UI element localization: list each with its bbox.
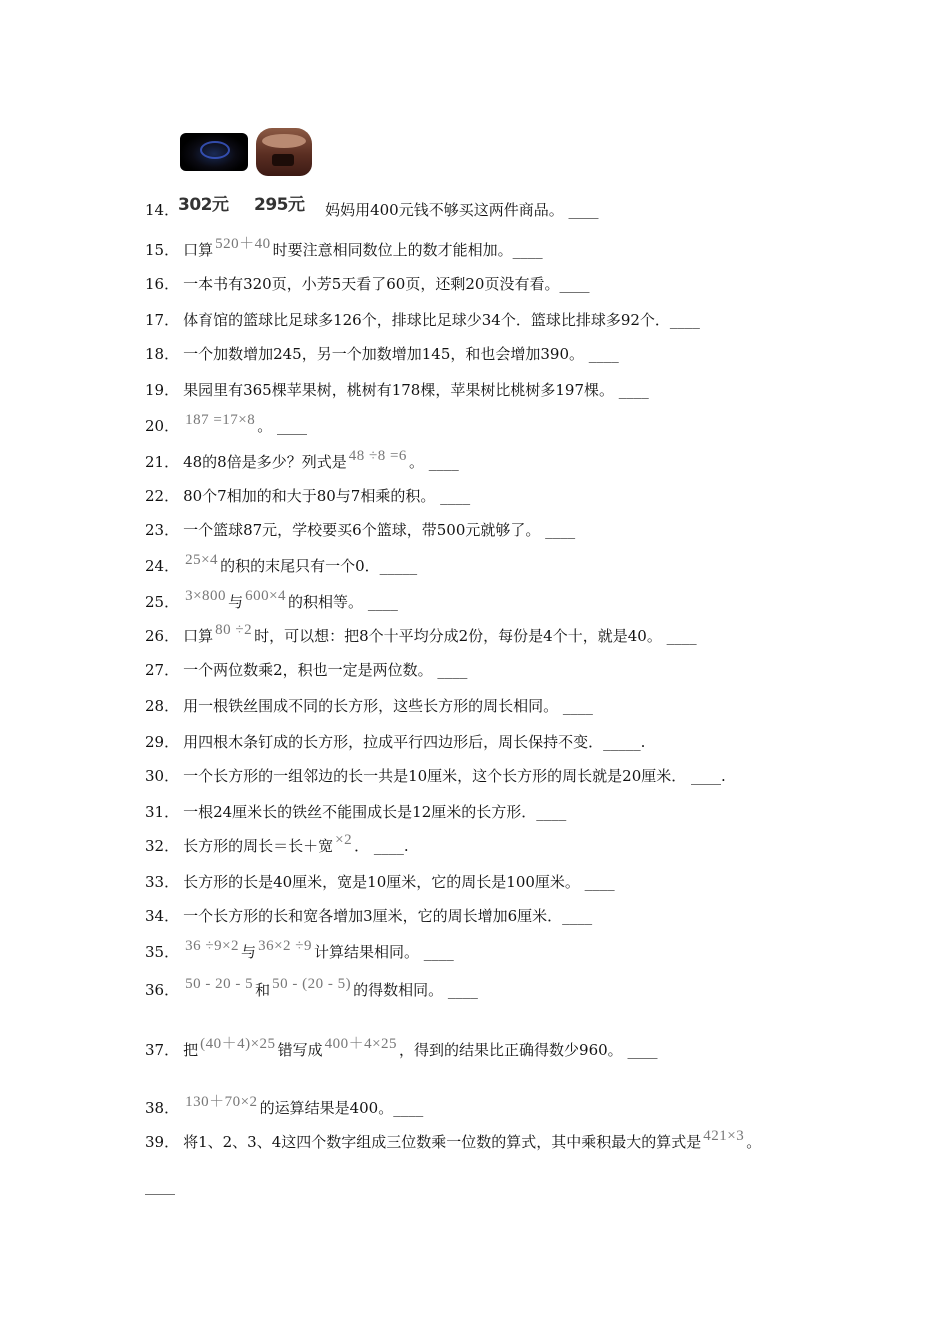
question-number: 30． <box>145 767 180 785</box>
question-text: 一个两位数乘2，积也一定是两位数。 ____ <box>183 661 468 679</box>
math-expression: 36×2 ÷9 <box>258 938 313 954</box>
math-expression: 50 - 20 - 5 <box>185 976 254 992</box>
question-text: 时，可以想：把8个十平均分成2份，每份是4个十，就是40。 ____ <box>254 627 697 645</box>
question-item <box>145 696 593 716</box>
math-expression: 3×800 <box>185 588 227 604</box>
question-text: ，得到的结果比正确得数少960。 ____ <box>399 1041 658 1059</box>
question-item <box>145 938 454 963</box>
question-item <box>145 872 615 892</box>
question-text: 时要注意相同数位上的数才能相加。____ <box>272 241 543 259</box>
question-text: 。 ____ <box>257 417 308 435</box>
question-text: 一个篮球87元，学校要买6个篮球，带500元就够了。 ____ <box>183 521 576 539</box>
question-text: 体育馆的篮球比足球多126个，排球比足球少34个．篮球比排球多92个．____ <box>183 311 700 329</box>
question-number: 25． <box>145 593 180 611</box>
math-expression: 520＋40 <box>215 236 271 252</box>
question-number: 27． <box>145 661 180 679</box>
question-item <box>145 448 459 473</box>
question-item <box>145 1094 424 1119</box>
question-text: 48的8倍是多少？列式是 <box>183 453 347 471</box>
question-number: 38． <box>145 1099 180 1117</box>
math-expression: 25×4 <box>185 552 219 568</box>
question-number: 20． <box>145 417 180 435</box>
question-text: 的运算结果是400。____ <box>259 1099 424 1117</box>
question-text: 和 <box>255 981 271 999</box>
question-text: 用四根木条钉成的长方形，拉成平行四边形后，周长保持不变．_____. <box>183 733 646 751</box>
question-number: 31． <box>145 803 180 821</box>
question-text: 长方形的周长＝长＋宽 <box>183 837 334 855</box>
question-item <box>145 906 592 926</box>
question-number: 14． <box>145 201 180 219</box>
question-item <box>145 1128 762 1153</box>
question-item <box>145 274 589 294</box>
question-text: 的积相等。 ____ <box>288 593 398 611</box>
question-number: 35． <box>145 943 180 961</box>
math-expression: 400＋4×25 <box>324 1036 398 1052</box>
question-text: 的积的末尾只有一个0．_____ <box>220 557 418 575</box>
induction-cooker-image <box>180 133 248 171</box>
question-number: 21． <box>145 453 180 471</box>
question-text: 。 ____ <box>408 453 459 471</box>
question-text: 口算 <box>183 627 214 645</box>
question-item <box>145 1036 658 1061</box>
question-text: 长方形的长是40厘米，宽是10厘米，它的周长是100厘米。 ____ <box>183 873 615 891</box>
question-item <box>145 236 543 261</box>
question-item <box>145 486 470 506</box>
question-item <box>145 552 418 577</box>
math-expression: 48 ÷8 =6 <box>348 448 407 464</box>
question-number: 34． <box>145 907 180 925</box>
question-text: 一本书有320页，小芳5天看了60页，还剩20页没有看。____ <box>183 275 590 293</box>
question-item <box>145 412 308 437</box>
question-number: 16． <box>145 275 180 293</box>
math-expression: 50 - (20 - 5) <box>272 976 352 992</box>
math-expression: ×2 <box>335 832 353 848</box>
question-item <box>145 588 398 613</box>
question-item <box>145 380 649 400</box>
question-number: 15． <box>145 241 180 259</box>
question-text: 80个7相加的和大于80与7相乘的积。 ____ <box>183 487 471 505</box>
question-number: 23． <box>145 521 180 539</box>
question-item <box>145 732 645 752</box>
question-text: 与 <box>228 593 244 611</box>
question-number: 36． <box>145 981 180 999</box>
question-text: 错写成 <box>277 1041 323 1059</box>
question-item <box>145 622 697 647</box>
math-expression: 130＋70×2 <box>185 1094 258 1110</box>
math-expression: (40＋4)×25 <box>200 1036 276 1052</box>
price-label: 295元 <box>254 195 305 215</box>
question-text: 一个长方形的一组邻边的长一共是10厘米，这个长方形的周长就是20厘米． ____. <box>183 767 726 785</box>
question-number: 22． <box>145 487 180 505</box>
question-number: 19． <box>145 381 180 399</box>
question-item <box>145 344 619 364</box>
question-text: 。 <box>746 1133 762 1151</box>
math-expression: 421×3 <box>703 1128 745 1144</box>
question-number: 17． <box>145 311 180 329</box>
math-expression: 80 ÷2 <box>215 622 253 638</box>
answer-blank: ____ <box>145 1177 175 1195</box>
question-item <box>145 976 478 1001</box>
question-text: 的得数相同。 ____ <box>353 981 478 999</box>
question-text: 把 <box>183 1041 199 1059</box>
question-item <box>145 200 599 220</box>
question-number: 24． <box>145 557 180 575</box>
question-text: ． ____. <box>354 837 409 855</box>
question-text: 与 <box>241 943 257 961</box>
question-item <box>145 310 700 330</box>
question-item <box>145 520 575 540</box>
question-text: 口算 <box>183 241 214 259</box>
question-text: 一个加数增加245，另一个加数增加145，和也会增加390。 ____ <box>183 345 619 363</box>
question-text: 将1、2、3、4这四个数字组成三位数乘一位数的算式，其中乘积最大的算式是 <box>183 1133 702 1151</box>
question-number: 39． <box>145 1133 180 1151</box>
question-text: 计算结果相同。 ____ <box>314 943 454 961</box>
question-item <box>145 802 566 822</box>
math-expression: 600×4 <box>245 588 287 604</box>
math-expression: 36 ÷9×2 <box>185 938 240 954</box>
math-expression: 187 =17×8 <box>185 412 256 428</box>
question-number: 29． <box>145 733 180 751</box>
question-number: 26． <box>145 627 180 645</box>
question-number: 32． <box>145 837 180 855</box>
question-text: 用一根铁丝围成不同的长方形，这些长方形的周长相同。 ____ <box>183 697 593 715</box>
question-number: 37． <box>145 1041 180 1059</box>
question-number: 33． <box>145 873 180 891</box>
question-item <box>145 766 726 786</box>
question-text: 妈妈用400元钱不够买这两件商品。 ____ <box>325 201 599 219</box>
question-item <box>145 660 467 680</box>
question-number: 18． <box>145 345 180 363</box>
rice-cooker-image <box>256 128 312 176</box>
question-text: 一根24厘米长的铁丝不能围成长是12厘米的长方形．____ <box>183 803 567 821</box>
question-item <box>145 832 409 857</box>
question-text: 果园里有365棵苹果树，桃树有178棵，苹果树比桃树多197棵。 ____ <box>183 381 649 399</box>
question-number: 28． <box>145 697 180 715</box>
question-text: 一个长方形的长和宽各增加3厘米，它的周长增加6厘米．____ <box>183 907 593 925</box>
price-label: 302元 <box>178 195 229 215</box>
